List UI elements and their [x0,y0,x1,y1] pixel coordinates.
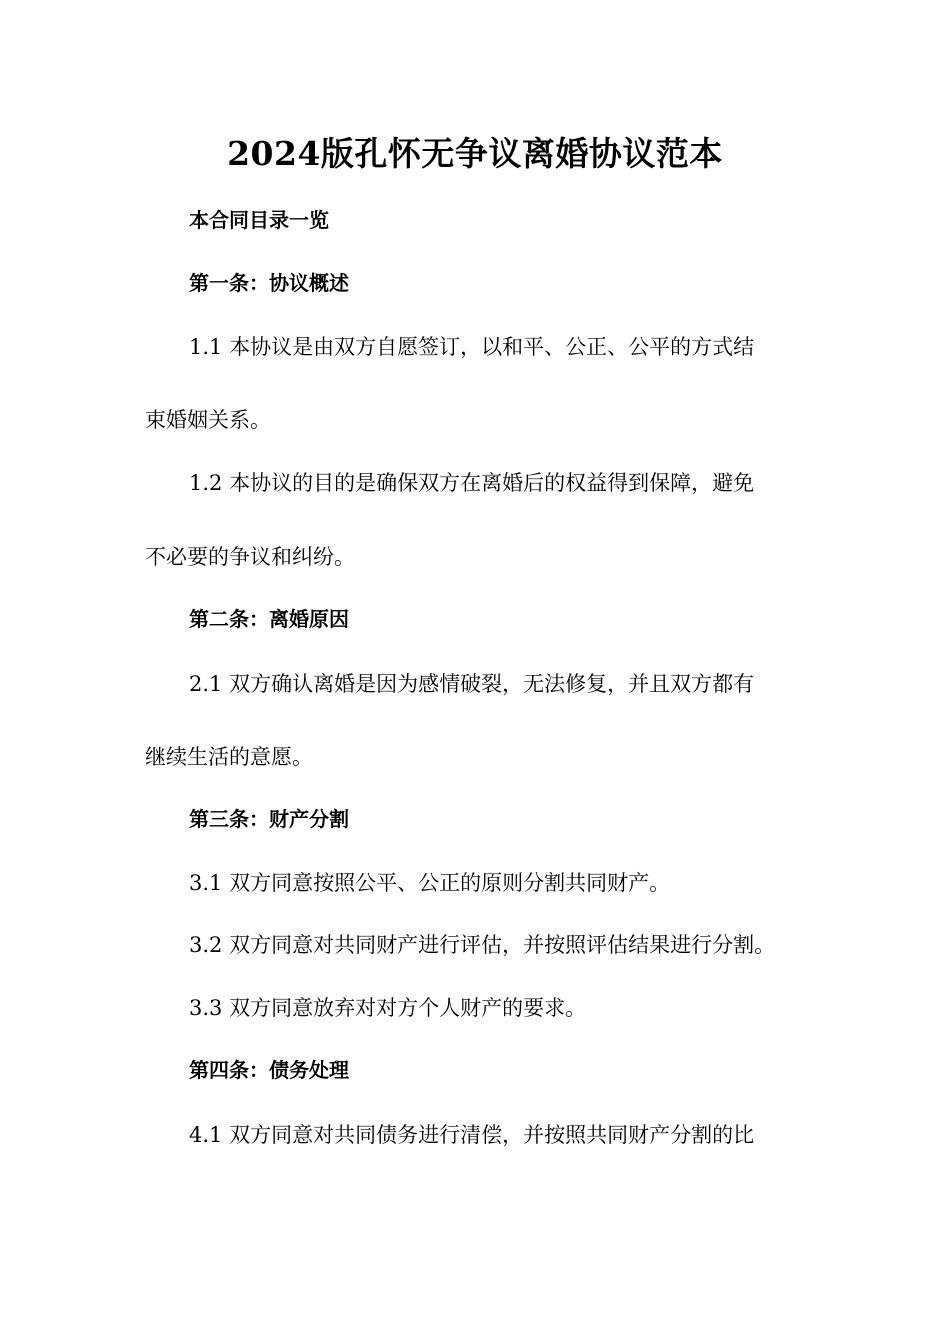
article-1-heading: 第一条：协议概述 [189,271,349,295]
toc-heading: 本合同目录一览 [189,208,329,232]
article-2-heading: 第二条：离婚原因 [189,607,349,631]
clause-2-1-line-2: 继续生活的意愿。 [145,745,313,769]
clause-3-2: 3.2 双方同意对共同财产进行评估，并按照评估结果进行分割。 [189,933,776,957]
clause-1-2-line-2: 不必要的争议和纠纷。 [145,545,355,569]
clause-1-2-line-1: 1.2 本协议的目的是确保双方在离婚后的权益得到保障，避免 [189,471,755,495]
article-3-heading: 第三条：财产分割 [189,807,349,831]
clause-3-3: 3.3 双方同意放弃对对方个人财产的要求。 [189,996,587,1020]
clause-3-1: 3.1 双方同意按照公平、公正的原则分割共同财产。 [189,871,671,895]
article-4-heading: 第四条：债务处理 [189,1058,349,1082]
clause-1-1-line-2: 束婚姻关系。 [145,408,271,432]
clause-2-1-line-1: 2.1 双方确认离婚是因为感情破裂，无法修复，并且双方都有 [189,672,755,696]
clause-4-1-line-1: 4.1 双方同意对共同债务进行清偿，并按照共同财产分割的比 [189,1123,755,1147]
document-title: 2024版孔怀无争议离婚协议范本 [227,134,723,173]
clause-1-1-line-1: 1.1 本协议是由双方自愿签订，以和平、公正、公平的方式结 [189,335,755,359]
